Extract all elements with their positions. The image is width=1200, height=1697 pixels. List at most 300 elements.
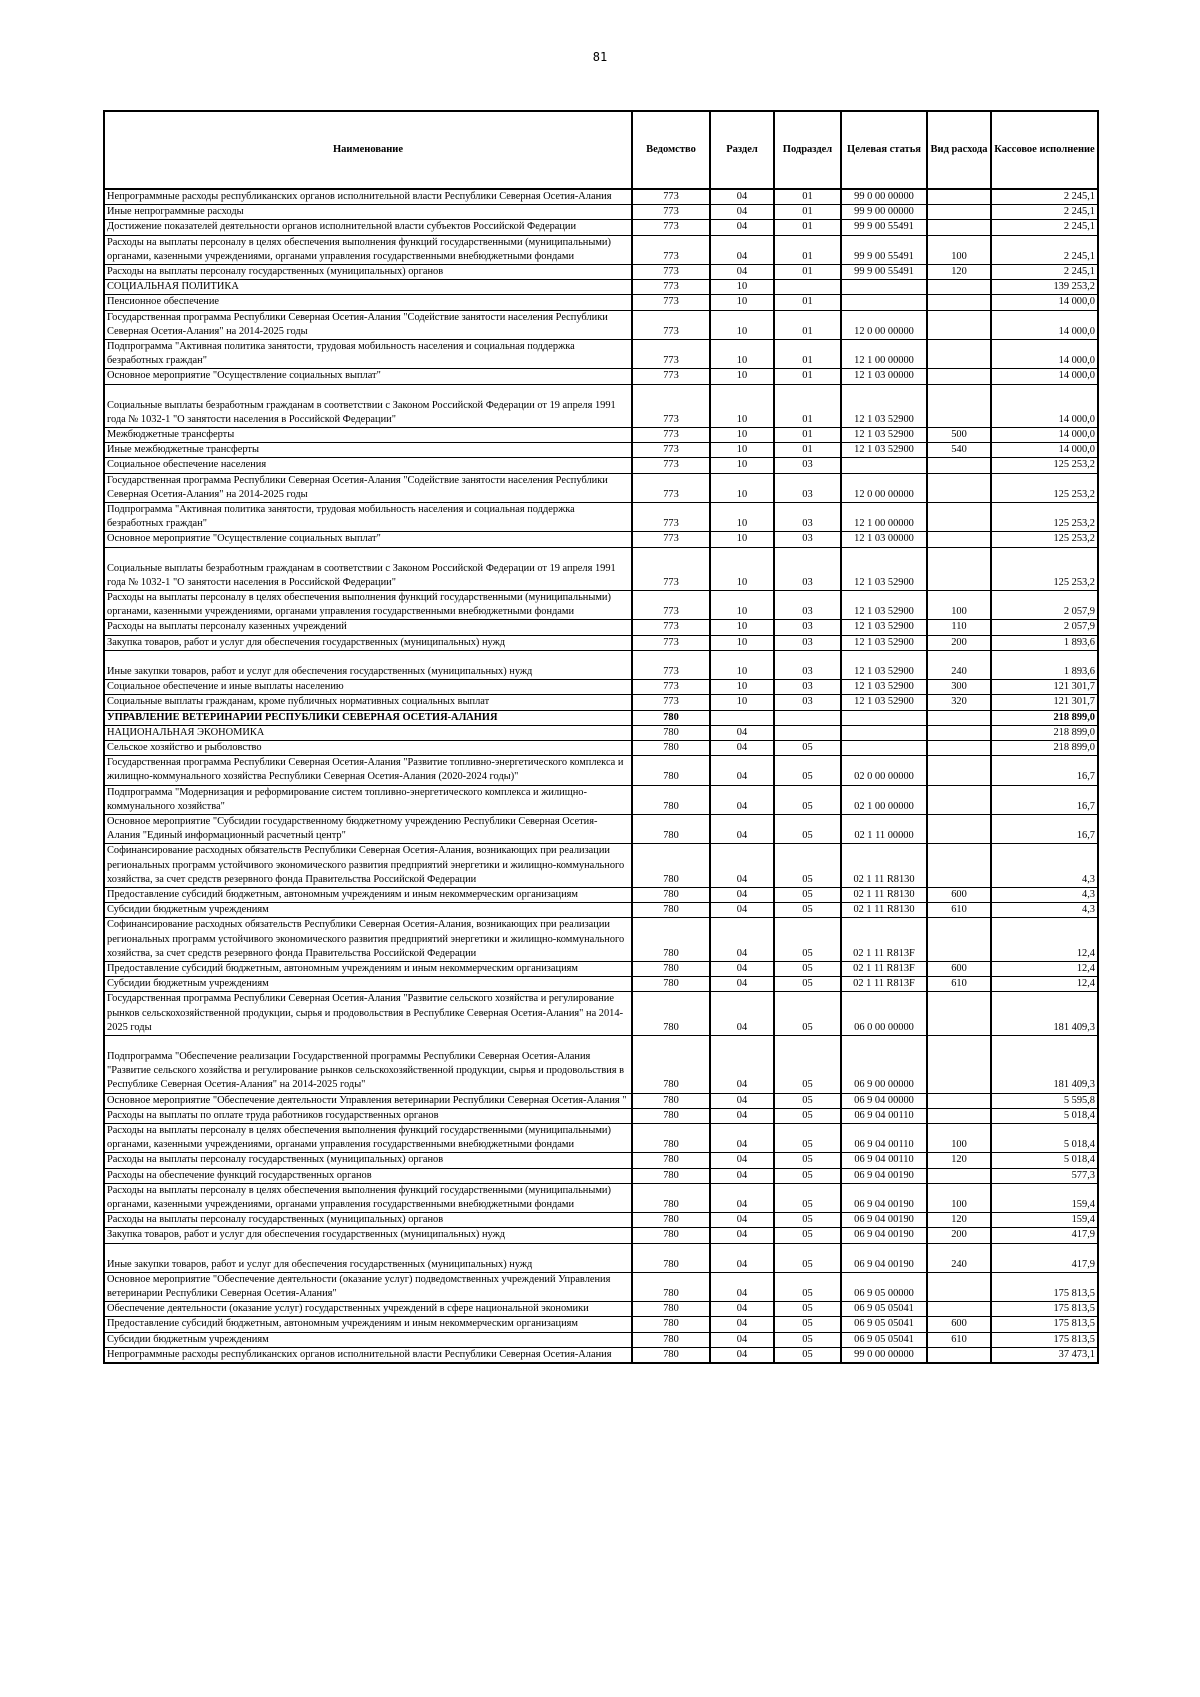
cell-vedomstvo: 773 xyxy=(632,473,710,502)
cell-vid-raskhoda: 200 xyxy=(927,635,991,650)
cell-kassovoe-ispolnenie: 175 813,5 xyxy=(991,1302,1098,1317)
cell-razdel: 04 xyxy=(710,265,774,280)
cell-kassovoe-ispolnenie: 181 409,3 xyxy=(991,1035,1098,1093)
cell-podrazdel: 01 xyxy=(774,443,841,458)
cell-name: Социальные выплаты гражданам, кроме публичных нормативных социальных выплат xyxy=(104,695,632,710)
cell-vid-raskhoda xyxy=(927,369,991,384)
cell-vedomstvo: 780 xyxy=(632,1302,710,1317)
cell-podrazdel: 03 xyxy=(774,532,841,547)
cell-vid-raskhoda: 100 xyxy=(927,1183,991,1212)
cell-name: Иные межбюджетные трансферты xyxy=(104,443,632,458)
cell-vedomstvo: 780 xyxy=(632,887,710,902)
cell-podrazdel: 03 xyxy=(774,503,841,532)
cell-celevaya-statya: 99 9 00 55491 xyxy=(841,235,927,264)
cell-celevaya-statya: 12 0 00 00000 xyxy=(841,310,927,339)
cell-razdel: 10 xyxy=(710,635,774,650)
table-row xyxy=(104,384,1098,427)
cell-name: Государственная программа Республики Северная Осетия-Алания "Развитие сельского хозяйства и регулирование рынков сельскохозяйственной продукции, сырья и продовольствия в Республике Северная Осетия-Алания" на 2014-2025 годы xyxy=(104,992,632,1036)
cell-kassovoe-ispolnenie: 12,4 xyxy=(991,961,1098,976)
cell-name: Иные непрограммные расходы xyxy=(104,205,632,220)
header-vedomstvo: Ведомство xyxy=(632,111,710,189)
cell-razdel: 10 xyxy=(710,547,774,590)
cell-celevaya-statya: 02 1 00 00000 xyxy=(841,785,927,814)
cell-celevaya-statya: 02 1 11 R8130 xyxy=(841,887,927,902)
cell-vedomstvo: 773 xyxy=(632,280,710,295)
cell-vedomstvo: 780 xyxy=(632,740,710,755)
cell-celevaya-statya: 06 9 04 00190 xyxy=(841,1243,927,1272)
cell-vedomstvo: 780 xyxy=(632,1035,710,1093)
cell-razdel: 04 xyxy=(710,918,774,962)
cell-razdel: 10 xyxy=(710,503,774,532)
cell-kassovoe-ispolnenie: 4,3 xyxy=(991,887,1098,902)
cell-vid-raskhoda: 100 xyxy=(927,1123,991,1152)
cell-razdel: 10 xyxy=(710,680,774,695)
cell-razdel: 04 xyxy=(710,1123,774,1152)
cell-podrazdel: 05 xyxy=(774,977,841,992)
cell-podrazdel: 01 xyxy=(774,295,841,310)
cell-kassovoe-ispolnenie: 5 018,4 xyxy=(991,1123,1098,1152)
cell-kassovoe-ispolnenie: 37 473,1 xyxy=(991,1347,1098,1363)
cell-kassovoe-ispolnenie: 14 000,0 xyxy=(991,340,1098,369)
cell-celevaya-statya: 12 1 03 52900 xyxy=(841,695,927,710)
cell-vid-raskhoda: 240 xyxy=(927,650,991,679)
cell-vid-raskhoda xyxy=(927,1108,991,1123)
cell-name: СОЦИАЛЬНАЯ ПОЛИТИКА xyxy=(104,280,632,295)
cell-podrazdel xyxy=(774,710,841,725)
cell-razdel: 04 xyxy=(710,1347,774,1363)
table-row xyxy=(104,220,1098,235)
cell-name: Основное мероприятие "Обеспечение деятельности (оказание услуг) подведомственных учреждений Управления ветеринарии Республики Северная Осетия-Алания" xyxy=(104,1272,632,1301)
table-row xyxy=(104,725,1098,740)
cell-kassovoe-ispolnenie: 12,4 xyxy=(991,977,1098,992)
cell-vedomstvo: 773 xyxy=(632,591,710,620)
cell-razdel: 04 xyxy=(710,1153,774,1168)
table-row xyxy=(104,680,1098,695)
table-row xyxy=(104,887,1098,902)
cell-vid-raskhoda: 540 xyxy=(927,443,991,458)
cell-kassovoe-ispolnenie: 218 899,0 xyxy=(991,740,1098,755)
cell-vedomstvo: 773 xyxy=(632,384,710,427)
cell-celevaya-statya: 06 9 04 00190 xyxy=(841,1228,927,1243)
cell-podrazdel: 05 xyxy=(774,1302,841,1317)
cell-podrazdel xyxy=(774,725,841,740)
cell-name: Подпрограмма "Активная политика занятости, трудовая мобильность населения и социальная поддержка безработных граждан" xyxy=(104,503,632,532)
cell-vedomstvo: 780 xyxy=(632,1093,710,1108)
cell-razdel: 04 xyxy=(710,1243,774,1272)
cell-celevaya-statya: 02 1 11 R813F xyxy=(841,961,927,976)
cell-name: Основное мероприятие "Осуществление социальных выплат" xyxy=(104,369,632,384)
cell-kassovoe-ispolnenie: 2 245,1 xyxy=(991,205,1098,220)
cell-vedomstvo: 773 xyxy=(632,635,710,650)
table-row xyxy=(104,844,1098,888)
table-row xyxy=(104,650,1098,679)
cell-celevaya-statya: 02 1 11 00000 xyxy=(841,814,927,843)
cell-kassovoe-ispolnenie: 175 813,5 xyxy=(991,1317,1098,1332)
cell-razdel: 04 xyxy=(710,785,774,814)
cell-razdel: 10 xyxy=(710,310,774,339)
table-row xyxy=(104,1213,1098,1228)
cell-name: Расходы на выплаты персоналу государственных (муниципальных) органов xyxy=(104,1213,632,1228)
table-row xyxy=(104,1317,1098,1332)
cell-kassovoe-ispolnenie: 14 000,0 xyxy=(991,310,1098,339)
table-row xyxy=(104,1153,1098,1168)
cell-vid-raskhoda: 300 xyxy=(927,680,991,695)
cell-celevaya-statya: 06 9 04 00110 xyxy=(841,1153,927,1168)
cell-name: Сельское хозяйство и рыболовство xyxy=(104,740,632,755)
cell-celevaya-statya: 06 9 00 00000 xyxy=(841,1035,927,1093)
cell-vedomstvo: 773 xyxy=(632,428,710,443)
cell-vid-raskhoda xyxy=(927,1347,991,1363)
cell-vedomstvo: 780 xyxy=(632,1108,710,1123)
table-row xyxy=(104,756,1098,785)
cell-name: Субсидии бюджетным учреждениям xyxy=(104,903,632,918)
cell-podrazdel: 05 xyxy=(774,1123,841,1152)
cell-podrazdel: 01 xyxy=(774,384,841,427)
cell-razdel: 04 xyxy=(710,1317,774,1332)
cell-podrazdel: 05 xyxy=(774,844,841,888)
cell-vedomstvo: 780 xyxy=(632,725,710,740)
cell-vedomstvo: 773 xyxy=(632,235,710,264)
table-row xyxy=(104,1035,1098,1093)
table-body xyxy=(104,189,1098,1363)
cell-name: Расходы на выплаты персоналу в целях обеспечения выполнения функций государственными (муниципальными) органами, казенными учреждениями, органами управления государственными внебюджетными фондами xyxy=(104,591,632,620)
cell-vid-raskhoda: 120 xyxy=(927,265,991,280)
cell-celevaya-statya: 06 9 04 00110 xyxy=(841,1123,927,1152)
cell-vedomstvo: 780 xyxy=(632,1243,710,1272)
cell-kassovoe-ispolnenie: 181 409,3 xyxy=(991,992,1098,1036)
table-row xyxy=(104,458,1098,473)
cell-celevaya-statya: 99 0 00 00000 xyxy=(841,189,927,205)
cell-celevaya-statya: 99 9 00 00000 xyxy=(841,205,927,220)
cell-name: Расходы на выплаты персоналу государственных (муниципальных) органов xyxy=(104,265,632,280)
table-row xyxy=(104,1332,1098,1347)
cell-kassovoe-ispolnenie: 2 245,1 xyxy=(991,265,1098,280)
cell-celevaya-statya: 02 1 11 R813F xyxy=(841,918,927,962)
cell-kassovoe-ispolnenie: 14 000,0 xyxy=(991,295,1098,310)
cell-vedomstvo: 773 xyxy=(632,458,710,473)
cell-kassovoe-ispolnenie: 14 000,0 xyxy=(991,369,1098,384)
cell-kassovoe-ispolnenie: 125 253,2 xyxy=(991,532,1098,547)
table-row xyxy=(104,503,1098,532)
cell-razdel: 04 xyxy=(710,220,774,235)
cell-razdel: 10 xyxy=(710,532,774,547)
cell-name: Непрограммные расходы республиканских органов исполнительной власти Республики Северная Осетия-Алания xyxy=(104,189,632,205)
cell-vedomstvo: 780 xyxy=(632,1272,710,1301)
table-row xyxy=(104,710,1098,725)
cell-vid-raskhoda: 610 xyxy=(927,903,991,918)
cell-kassovoe-ispolnenie: 14 000,0 xyxy=(991,443,1098,458)
cell-kassovoe-ispolnenie: 417,9 xyxy=(991,1243,1098,1272)
header-razdel: Раздел xyxy=(710,111,774,189)
cell-vid-raskhoda: 200 xyxy=(927,1228,991,1243)
cell-razdel: 04 xyxy=(710,1108,774,1123)
cell-celevaya-statya: 12 1 03 52900 xyxy=(841,443,927,458)
table-row xyxy=(104,547,1098,590)
cell-vedomstvo: 773 xyxy=(632,503,710,532)
table-row xyxy=(104,310,1098,339)
cell-celevaya-statya xyxy=(841,725,927,740)
cell-name: Межбюджетные трансферты xyxy=(104,428,632,443)
cell-razdel: 04 xyxy=(710,1213,774,1228)
cell-vid-raskhoda xyxy=(927,1035,991,1093)
cell-razdel: 04 xyxy=(710,235,774,264)
cell-kassovoe-ispolnenie: 125 253,2 xyxy=(991,547,1098,590)
cell-podrazdel: 05 xyxy=(774,1228,841,1243)
cell-vedomstvo: 780 xyxy=(632,992,710,1036)
cell-name: Государственная программа Республики Северная Осетия-Алания "Содействие занятости населения Республики Северная Осетия-Алания" на 2014-2025 годы xyxy=(104,310,632,339)
cell-name: Предоставление субсидий бюджетным, автономным учреждениям и иным некоммерческим организациям xyxy=(104,887,632,902)
table-row xyxy=(104,1243,1098,1272)
cell-vid-raskhoda: 600 xyxy=(927,961,991,976)
cell-vid-raskhoda: 100 xyxy=(927,591,991,620)
cell-kassovoe-ispolnenie: 175 813,5 xyxy=(991,1272,1098,1301)
table-row xyxy=(104,1347,1098,1363)
table-row xyxy=(104,235,1098,264)
cell-podrazdel: 03 xyxy=(774,695,841,710)
cell-vid-raskhoda xyxy=(927,710,991,725)
cell-celevaya-statya: 12 1 03 00000 xyxy=(841,532,927,547)
cell-celevaya-statya xyxy=(841,458,927,473)
cell-kassovoe-ispolnenie: 577,3 xyxy=(991,1168,1098,1183)
cell-celevaya-statya: 02 1 11 R8130 xyxy=(841,844,927,888)
table-row xyxy=(104,992,1098,1036)
cell-vid-raskhoda: 120 xyxy=(927,1213,991,1228)
cell-name: Иные закупки товаров, работ и услуг для обеспечения государственных (муниципальных) нужд xyxy=(104,1243,632,1272)
cell-vedomstvo: 773 xyxy=(632,265,710,280)
cell-podrazdel: 05 xyxy=(774,1272,841,1301)
table-row xyxy=(104,635,1098,650)
cell-name: НАЦИОНАЛЬНАЯ ЭКОНОМИКА xyxy=(104,725,632,740)
cell-celevaya-statya: 06 9 05 05041 xyxy=(841,1332,927,1347)
table-row xyxy=(104,265,1098,280)
table-row xyxy=(104,591,1098,620)
cell-vid-raskhoda xyxy=(927,547,991,590)
table-row xyxy=(104,473,1098,502)
table-row xyxy=(104,1183,1098,1212)
cell-podrazdel: 05 xyxy=(774,1347,841,1363)
cell-vid-raskhoda xyxy=(927,384,991,427)
cell-podrazdel: 01 xyxy=(774,235,841,264)
cell-vid-raskhoda xyxy=(927,458,991,473)
cell-podrazdel: 05 xyxy=(774,1317,841,1332)
cell-vedomstvo: 773 xyxy=(632,443,710,458)
cell-celevaya-statya: 12 1 03 52900 xyxy=(841,591,927,620)
cell-razdel: 04 xyxy=(710,1093,774,1108)
cell-kassovoe-ispolnenie: 218 899,0 xyxy=(991,710,1098,725)
cell-kassovoe-ispolnenie: 2 057,9 xyxy=(991,620,1098,635)
cell-razdel: 10 xyxy=(710,428,774,443)
cell-razdel: 04 xyxy=(710,725,774,740)
cell-vid-raskhoda xyxy=(927,310,991,339)
cell-vid-raskhoda xyxy=(927,295,991,310)
table-row xyxy=(104,1228,1098,1243)
cell-celevaya-statya: 02 1 11 R8130 xyxy=(841,903,927,918)
cell-razdel: 04 xyxy=(710,756,774,785)
cell-name: Субсидии бюджетным учреждениям xyxy=(104,977,632,992)
cell-vid-raskhoda: 600 xyxy=(927,1317,991,1332)
cell-celevaya-statya: 12 1 03 00000 xyxy=(841,369,927,384)
cell-podrazdel: 05 xyxy=(774,887,841,902)
cell-vedomstvo: 780 xyxy=(632,1168,710,1183)
cell-name: Предоставление субсидий бюджетным, автономным учреждениям и иным некоммерческим организациям xyxy=(104,1317,632,1332)
cell-celevaya-statya: 12 1 03 52900 xyxy=(841,384,927,427)
cell-celevaya-statya: 06 9 04 00190 xyxy=(841,1183,927,1212)
cell-podrazdel: 05 xyxy=(774,1243,841,1272)
cell-celevaya-statya: 02 0 00 00000 xyxy=(841,756,927,785)
cell-vedomstvo: 780 xyxy=(632,1153,710,1168)
cell-podrazdel: 05 xyxy=(774,918,841,962)
cell-razdel: 04 xyxy=(710,844,774,888)
cell-razdel: 10 xyxy=(710,650,774,679)
cell-vedomstvo: 780 xyxy=(632,918,710,962)
cell-razdel: 04 xyxy=(710,740,774,755)
cell-vid-raskhoda xyxy=(927,280,991,295)
cell-vid-raskhoda: 500 xyxy=(927,428,991,443)
cell-podrazdel: 01 xyxy=(774,369,841,384)
cell-razdel: 04 xyxy=(710,1035,774,1093)
cell-vedomstvo: 780 xyxy=(632,710,710,725)
cell-vid-raskhoda xyxy=(927,1093,991,1108)
header-celevaya-statya: Целевая статья xyxy=(841,111,927,189)
cell-name: Пенсионное обеспечение xyxy=(104,295,632,310)
cell-razdel: 10 xyxy=(710,473,774,502)
cell-razdel: 04 xyxy=(710,189,774,205)
table-row xyxy=(104,205,1098,220)
cell-razdel: 04 xyxy=(710,1302,774,1317)
cell-podrazdel: 05 xyxy=(774,903,841,918)
cell-razdel: 10 xyxy=(710,591,774,620)
table-row xyxy=(104,620,1098,635)
cell-podrazdel: 05 xyxy=(774,992,841,1036)
cell-vid-raskhoda xyxy=(927,785,991,814)
cell-name: Расходы на обеспечение функций государственных органов xyxy=(104,1168,632,1183)
cell-podrazdel: 03 xyxy=(774,458,841,473)
header-podrazdel: Подраздел xyxy=(774,111,841,189)
cell-name: Предоставление субсидий бюджетным, автономным учреждениям и иным некоммерческим организациям xyxy=(104,961,632,976)
cell-podrazdel: 01 xyxy=(774,340,841,369)
cell-podrazdel: 05 xyxy=(774,1183,841,1212)
cell-vid-raskhoda xyxy=(927,756,991,785)
cell-vid-raskhoda xyxy=(927,473,991,502)
table-row xyxy=(104,814,1098,843)
cell-name: Основное мероприятие "Обеспечение деятельности Управления ветеринарии Республики Северная Осетия-Алания " xyxy=(104,1093,632,1108)
cell-name: Достижение показателей деятельности органов исполнительной власти субъектов Российской Федерации xyxy=(104,220,632,235)
cell-kassovoe-ispolnenie: 175 813,5 xyxy=(991,1332,1098,1347)
cell-podrazdel: 01 xyxy=(774,310,841,339)
cell-kassovoe-ispolnenie: 1 893,6 xyxy=(991,635,1098,650)
cell-vid-raskhoda: 110 xyxy=(927,620,991,635)
cell-vid-raskhoda xyxy=(927,725,991,740)
cell-vid-raskhoda: 600 xyxy=(927,887,991,902)
cell-vid-raskhoda xyxy=(927,205,991,220)
table-row xyxy=(104,1108,1098,1123)
cell-podrazdel: 05 xyxy=(774,756,841,785)
cell-vid-raskhoda xyxy=(927,814,991,843)
cell-name: Подпрограмма "Активная политика занятости, трудовая мобильность населения и социальная поддержка безработных граждан" xyxy=(104,340,632,369)
cell-razdel: 04 xyxy=(710,1228,774,1243)
table-row xyxy=(104,785,1098,814)
table-row xyxy=(104,189,1098,205)
table-row xyxy=(104,1123,1098,1152)
cell-kassovoe-ispolnenie: 14 000,0 xyxy=(991,384,1098,427)
cell-celevaya-statya: 12 0 00 00000 xyxy=(841,473,927,502)
cell-podrazdel: 05 xyxy=(774,740,841,755)
cell-kassovoe-ispolnenie: 4,3 xyxy=(991,844,1098,888)
table-row xyxy=(104,295,1098,310)
cell-vedomstvo: 780 xyxy=(632,1183,710,1212)
cell-kassovoe-ispolnenie: 121 301,7 xyxy=(991,695,1098,710)
table-row xyxy=(104,977,1098,992)
table-row xyxy=(104,1168,1098,1183)
header-vid-raskhoda: Вид расхода xyxy=(927,111,991,189)
cell-vedomstvo: 773 xyxy=(632,205,710,220)
cell-celevaya-statya: 06 9 04 00190 xyxy=(841,1213,927,1228)
table-row xyxy=(104,443,1098,458)
cell-kassovoe-ispolnenie: 5 018,4 xyxy=(991,1153,1098,1168)
cell-vid-raskhoda xyxy=(927,1168,991,1183)
cell-name: Софинансирование расходных обязательств Республики Северная Осетия-Алания, возникающих при реализации региональных программ устойчивого экономического развития предприятий энергетики и жилищно-коммунального хозяйства, за счет средств резервного фонда Правительства Российской Федерации xyxy=(104,918,632,962)
cell-podrazdel: 01 xyxy=(774,428,841,443)
cell-vid-raskhoda xyxy=(927,992,991,1036)
cell-vid-raskhoda: 610 xyxy=(927,977,991,992)
cell-vedomstvo: 773 xyxy=(632,340,710,369)
cell-name: Закупка товаров, работ и услуг для обеспечения государственных (муниципальных) нужд xyxy=(104,635,632,650)
cell-podrazdel: 03 xyxy=(774,650,841,679)
table-row xyxy=(104,961,1098,976)
cell-celevaya-statya: 12 1 03 52900 xyxy=(841,428,927,443)
cell-name: Закупка товаров, работ и услуг для обеспечения государственных (муниципальных) нужд xyxy=(104,1228,632,1243)
cell-razdel: 10 xyxy=(710,443,774,458)
cell-podrazdel: 01 xyxy=(774,189,841,205)
cell-celevaya-statya: 12 1 03 52900 xyxy=(841,650,927,679)
cell-kassovoe-ispolnenie: 2 245,1 xyxy=(991,220,1098,235)
cell-vedomstvo: 780 xyxy=(632,1213,710,1228)
cell-kassovoe-ispolnenie: 218 899,0 xyxy=(991,725,1098,740)
cell-podrazdel: 05 xyxy=(774,1168,841,1183)
cell-razdel: 04 xyxy=(710,961,774,976)
cell-podrazdel: 05 xyxy=(774,1035,841,1093)
header-name: Наименование xyxy=(104,111,632,189)
cell-razdel: 10 xyxy=(710,695,774,710)
cell-celevaya-statya: 12 1 03 52900 xyxy=(841,547,927,590)
cell-vedomstvo: 780 xyxy=(632,756,710,785)
cell-vedomstvo: 773 xyxy=(632,369,710,384)
cell-kassovoe-ispolnenie: 5 018,4 xyxy=(991,1108,1098,1123)
cell-razdel: 10 xyxy=(710,384,774,427)
cell-vedomstvo: 773 xyxy=(632,620,710,635)
cell-vedomstvo: 780 xyxy=(632,1228,710,1243)
cell-kassovoe-ispolnenie: 125 253,2 xyxy=(991,473,1098,502)
cell-kassovoe-ispolnenie: 159,4 xyxy=(991,1213,1098,1228)
cell-podrazdel: 03 xyxy=(774,635,841,650)
cell-podrazdel: 05 xyxy=(774,814,841,843)
cell-name: Социальное обеспечение и иные выплаты населению xyxy=(104,680,632,695)
cell-name: Основное мероприятие "Осуществление социальных выплат" xyxy=(104,532,632,547)
cell-vedomstvo: 780 xyxy=(632,1317,710,1332)
cell-podrazdel: 05 xyxy=(774,1108,841,1123)
cell-podrazdel: 05 xyxy=(774,1213,841,1228)
cell-celevaya-statya: 06 9 05 05041 xyxy=(841,1317,927,1332)
table-row xyxy=(104,340,1098,369)
cell-vid-raskhoda xyxy=(927,503,991,532)
table-row xyxy=(104,918,1098,962)
cell-vid-raskhoda xyxy=(927,1272,991,1301)
cell-celevaya-statya: 06 9 04 00000 xyxy=(841,1093,927,1108)
cell-vid-raskhoda: 100 xyxy=(927,235,991,264)
cell-vedomstvo: 773 xyxy=(632,310,710,339)
cell-razdel: 10 xyxy=(710,295,774,310)
cell-kassovoe-ispolnenie: 125 253,2 xyxy=(991,458,1098,473)
